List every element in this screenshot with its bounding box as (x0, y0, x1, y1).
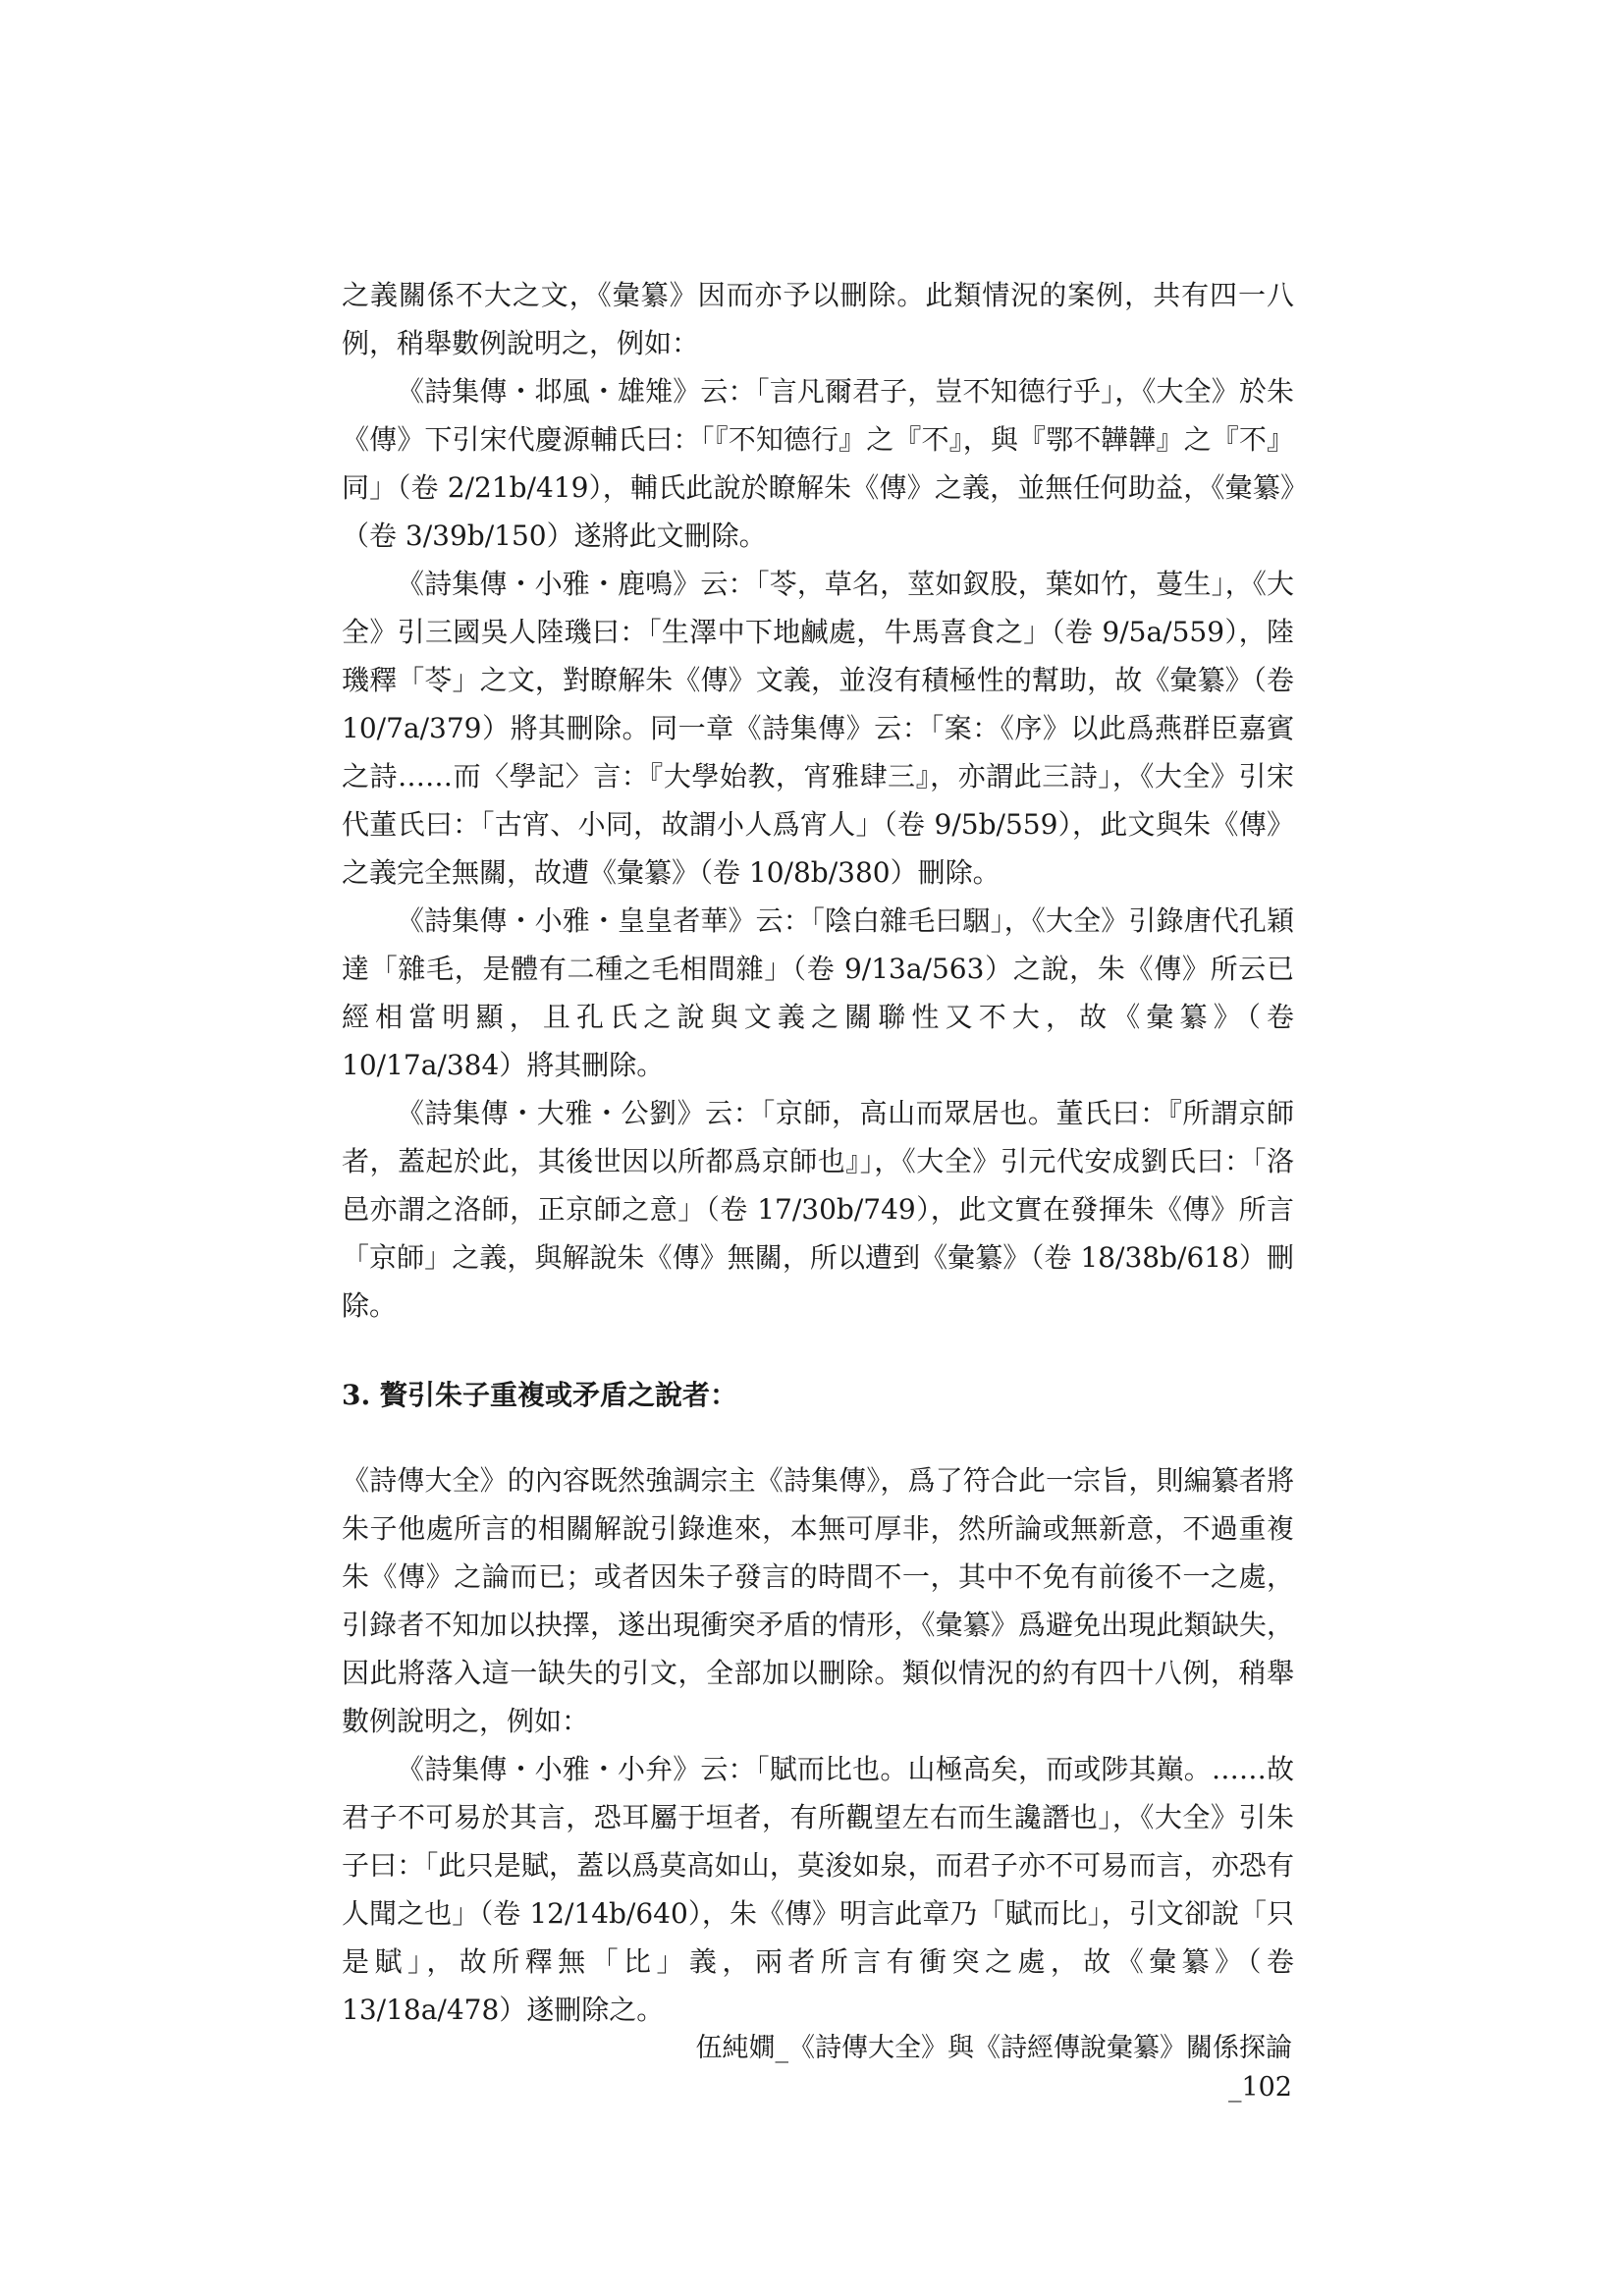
page-body (342, 271, 1294, 2034)
paragraph-section-intro: 《詩傳大全》的內容既然強調宗主《詩集傳》，爲了符合此一宗旨，則編纂者將朱子他處所言的相關解說引錄進來，本無可厚非，然所論或無新意，不過重複朱《傳》之論而已；或者因朱子發言的時間不一，其中不免有前後不一之處，引錄者不知加以抉擇，遂出現衝突矛盾的情形，《彙纂》爲避免出現此類缺失，因此將落入這一缺失的引文，全部加以刪除。類似情況的約有四十八例，稍舉數例說明之，例如： (342, 1464, 1294, 1737)
paragraph-example-xiongzhi: 《詩集傳・邶風・雄雉》云：「言凡爾君子，豈不知德行乎」，《大全》於朱《傳》下引宋代慶源輔氏曰：「『不知德行』之『不』，與『鄂不韡韡』之『不』同」（卷 2/21b/419），輔氏此說於瞭解朱《傳》之義，並無任何助益，《彙纂》（卷 3/39b/150）遂將此文刪除。 (342, 375, 1294, 552)
paragraph-example-luming: 《詩集傳・小雅・鹿鳴》云：「苓，草名，莖如釵股，葉如竹，蔓生」，《大全》引三國吳人陸璣曰：「生澤中下地鹹處，牛馬喜食之」（卷 9/5a/559），陸璣釋「苓」之文，對瞭解朱《傳》文義，並沒有積極性的幫助，故《彙纂》（卷 10/7a/379）將其刪除。同一章《詩集傳》云：「案：《序》以此爲燕群臣嘉賓之詩……而〈學記〉言：『大學始教，宵雅肆三』，亦謂此三詩」，《大全》引宋代董氏曰：「古宵、小同，故謂小人爲宵人」（卷 9/5b/559），此文與朱《傳》之義完全無關，故遭《彙纂》（卷 10/8b/380）刪除。 (342, 568, 1294, 889)
paragraph-continuation: 之義關係不大之文，《彙纂》因而亦予以刪除。此類情況的案例，共有四一八例，稍舉數例說明之，例如： (342, 279, 1294, 359)
section-heading: 3. 贅引朱子重複或矛盾之說者： (342, 1379, 737, 1411)
page-footer: 伍純嫺_《詩傳大全》與《詩經傳說彙纂》關係探論_102 (695, 2033, 1292, 2103)
paragraph-example-xiaobian: 《詩集傳・小雅・小弁》云：「賦而比也。山極高矣，而或陟其巔。……故君子不可易於其言，恐耳屬于垣者，有所觀望左右而生讒譖也」，《大全》引朱子曰：「此只是賦，蓋以爲莫高如山，莫浚如泉，而君子亦不可易而言，亦恐有人聞之也」（卷 12/14b/640），朱《傳》明言此章乃「賦而比」，引文卻說「只是賦」，故所釋無「比」義，兩者所言有衝突之處，故《彙纂》（卷 13/18a/478）遂刪除之。 (342, 1753, 1294, 2026)
paragraph-example-huanghuangzhehua: 《詩集傳・小雅・皇皇者華》云：「陰白雜毛曰駰」，《大全》引錄唐代孔穎達「雜毛，是體有二種之毛相間雜」（卷 9/13a/563）之說，朱《傳》所云已經相當明顯，且孔氏之說與文義之關聯性又不大，故《彙纂》（卷 10/17a/384）將其刪除。 (342, 904, 1294, 1081)
paragraph-example-gongliu: 《詩集傳・大雅・公劉》云：「京師，高山而眾居也。董氏曰：『所謂京師者，蓋起於此，其後世因以所都爲京師也』」，《大全》引元代安成劉氏曰：「洛邑亦謂之洛師，正京師之意」（卷 17/30b/749），此文實在發揮朱《傳》所言「京師」之義，與解說朱《傳》無關，所以遭到《彙纂》（卷 18/38b/618）刪除。 (342, 1097, 1294, 1322)
